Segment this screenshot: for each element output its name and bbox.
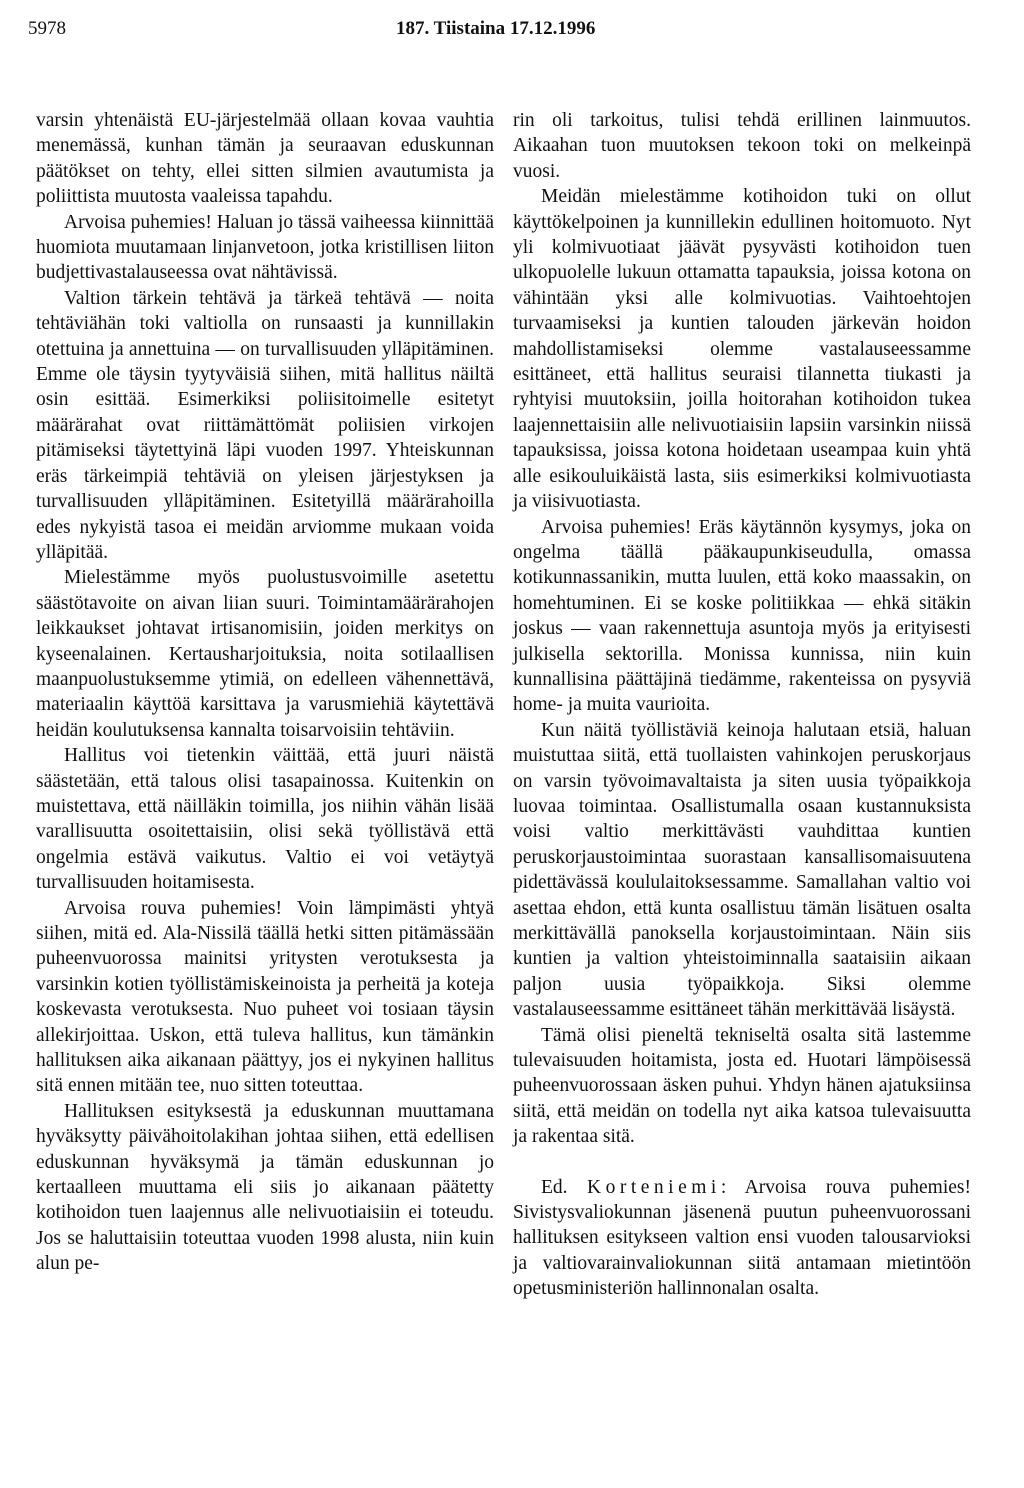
speaker-text: : Arvoisa rouva puhemies! Sivistysvaliokunnan jäsenenä puutun puheenvuorossani hallituksen esitykseen valtion ensi vuoden talousarvioksi ja valtiovarainvaliokunnan siitä antamaan mietintöön opetusministeriön hallinnonalan osalta. — [513, 1176, 971, 1300]
page-number: 5978 — [28, 18, 66, 39]
paragraph: Arvoisa rouva puhemies! Voin lämpimästi yhtyä siihen, mitä ed. Ala-Nissilä täällä hetki sitten pitämässään puheenvuorossa mainitsi yritysten verotuksesta ja varsinkin kotien työllistämiskeinoista ja perheitä ja koteja koskevasta verotuksesta. Nuo puheet voi tosiaan täysin allekirjoittaa. Uskon, että tuleva hallitus, kun tämänkin hallituksen aika aikanaan päättyy, jos ei nykyinen hallitus sitä ennen mitään tee, nuo sitten toteuttaa. — [36, 897, 494, 1097]
paragraph: Tämä olisi pieneltä tekniseltä osalta sitä lastemme tulevaisuuden hoitamista, josta ed. Huotari lämpöisessä puheenvuorossaan äsken puhui. Yhdyn hänen ajatuksiinsa siitä, että meidän on todella nyt aika katsoa tulevaisuutta ja rakentaa sitä. — [513, 1024, 971, 1148]
issue-date-header: 187. Tiistaina 17.12.1996 — [396, 18, 596, 39]
speaker-name: Korteniemi — [587, 1176, 721, 1198]
paragraph: Mielestämme myös puolustusvoimille asetettu säästötavoite on aivan liian suuri. Toimintamäärärahojen leikkaukset johtavat irtisanomisiin, joiden merkitys on kyseenalainen. Kertausharjoituksia, noita sotilaallisen maanpuolustuksemme ytimiä, on edelleen vähennettävä, materiaalin käyttöä karsittava ja varusmiehiä käytettävä heidän koulutuksensa kannalta toisarvoisiin tehtäviin. — [36, 567, 494, 741]
paragraph: varsin yhtenäistä EU-järjestelmää ollaan kovaa vauhtia menemässä, kunhan tämän ja seuraavan eduskunnan päätökset on tehty, ellei sitten silmien avautumista ja poliittista muutosta vaaleissa tapahdu. — [36, 110, 494, 208]
speaker-prefix: Ed. — [541, 1176, 588, 1198]
right-column — [513, 108, 971, 1302]
paragraph: Valtion tärkein tehtävä ja tärkeä tehtävä — noita tehtäviähän toki valtiolla on runsaasti ja kunnillakin otettuina ja annettuina — on turvallisuuden ylläpitäminen. Emme ole täysin tyytyväisiä siihen, mitä hallitus näiltä osin esittää. Esimerkiksi poliisitoimelle esitetyt määrärahat ovat riittämättömät poliisien virkojen pitämiseksi täytettyinä läpi vuoden 1997. Yhteiskunnan eräs tärkeimpiä tehtäviä on yleisen järjestyksen ja turvallisuuden ylläpitäminen. Esitetyillä määrärahoilla edes nykyistä tasoa ei meidän arviomme mukaan voida ylläpitää. — [36, 287, 494, 563]
paragraph: Hallitus voi tietenkin väittää, että juuri näistä säästetään, että talous olisi tasapainossa. Kuitenkin on muistettava, että näilläkin toimilla, jos niihin vähän lisää varallisuutta osoitettaisiin, olisi sekä työllistävä että ongelmia estävä vaikutus. Valtio ei voi vetäytyä turvallisuuden hoitamisesta. — [36, 745, 494, 894]
speaker-entry — [513, 1175, 971, 1302]
paragraph: Kun näitä työllistäviä keinoja halutaan etsiä, haluan muistuttaa siitä, että tuollaisten vahinkojen peruskorjaus on varsin työvoimavaltaista ja siten uusia työpaikkoja luovaa toimintaa. Osallistumalla osaan kustannuksista voisi valtio merkittävästi vauhdittaa kuntien peruskorjaustoimintaa suorastaan kansallisomaisuutena pidettävässä koululaitoksessamme. Samallahan valtio voi asettaa ehdon, että kunta osallistuu tämän lisätuen osalta merkittävällä panoksella korjaustoimintaan. Näin siis kuntien ja valtion yhteistoiminnalla saataisiin aikaan paljon uusia työpaikkoja. Siksi olemme vastalauseessamme esittäneet tähän merkittävää lisäystä. — [513, 719, 971, 1021]
left-column — [36, 108, 494, 1277]
paragraph: Meidän mielestämme kotihoidon tuki on ollut käyttökelpoinen ja kunnillekin edullinen hoitomuoto. Nyt yli kolmivuotiaat jäävät pysyvästi kotihoidon tuen ulkopuolelle lukuun ottamatta tapauksia, joissa kotona on vähintään yksi alle kolmivuotias. Vaihtoehtojen turvaamiseksi ja kuntien talouden järkevän hoidon mahdollistamiseksi olemme vastalauseessamme esittäneet, että hallitus seuraisi tilannetta tiukasti ja ryhtyisi muutoksiin, joilla hoitorahan kotihoidon tukea laajennettaisiin alle nelivuotiaisiin lapsiin varsinkin niissä tapauksissa, joissa kotona hoidetaan useampaa kuin yhtä alle esikouluikäistä lasta, siis esimerkiksi kolmivuotiasta ja viisivuotiasta. — [513, 186, 971, 513]
paragraph: rin oli tarkoitus, tulisi tehdä erillinen lainmuutos. Aikaahan tuon muutoksen tekoon toki on melkeinpä vuosi. — [513, 110, 971, 182]
paragraph: Hallituksen esityksestä ja eduskunnan muuttamana hyväksytty päivähoitolakihan johtaa siihen, että edellisen eduskunnan hyväksymä ja tämän eduskunnan jo kertaalleen muuttama eli siis jo aikanaan päätetty kotihoidon tuen laajennus alle nelivuotiaisiin ei toteudu. Jos se haluttaisiin toteuttaa vuoden 1998 alusta, niin kuin alun pe- — [36, 1100, 494, 1275]
page-header — [28, 18, 996, 46]
paragraph: Arvoisa puhemies! Haluan jo tässä vaiheessa kiinnittää huomiota muutamaan linjanvetoon, jotka kristillisen liiton budjettivastalauseessa ovat nähtävissä. — [36, 211, 494, 284]
paragraph: Arvoisa puhemies! Eräs käytännön kysymys, joka on ongelma täällä pääkaupunkiseudulla, omassa kotikunnassanikin, mutta luulen, että koko maassakin, on homehtuminen. Ei se koske politiikkaa — ehkä sitäkin joskus — vaan rakennettuja asuntoja myös ja erityisesti julkisella sektorilla. Monissa kunnissa, niin kuin kunnallisina päättäjinä tiedämme, rakenteissa on pysyviä home- ja muita vaurioita. — [513, 516, 971, 716]
